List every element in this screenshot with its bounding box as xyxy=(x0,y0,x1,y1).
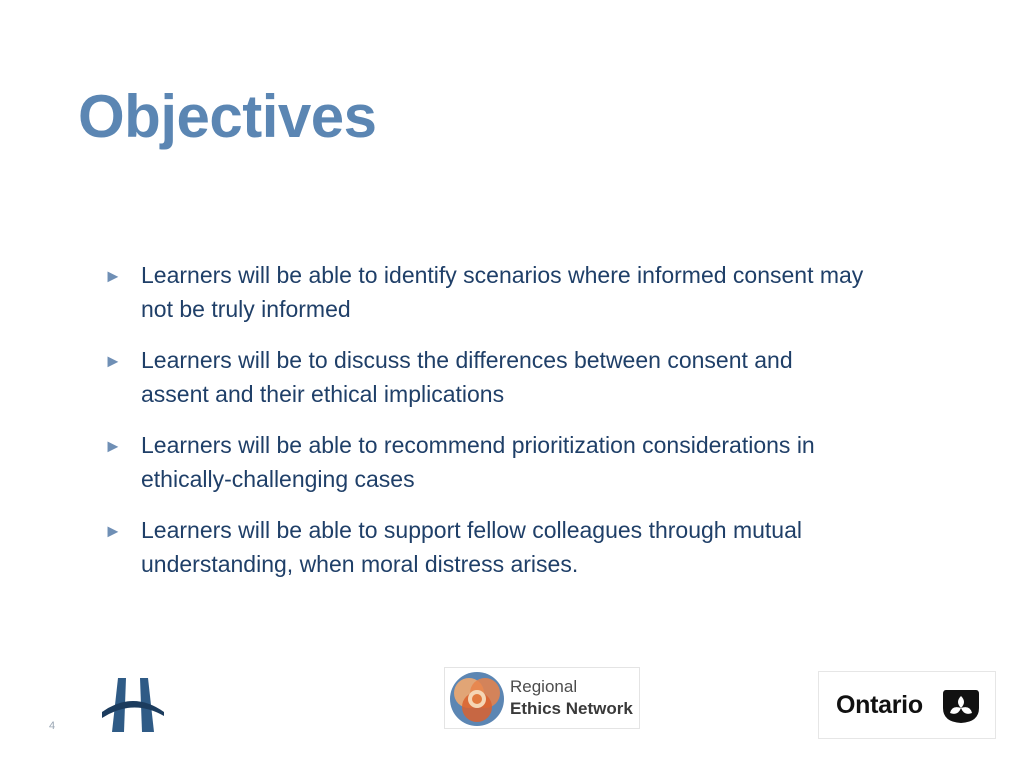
slide-title: Objectives xyxy=(78,83,377,150)
page-number: 4 xyxy=(49,720,56,732)
bullet-arrow-icon: ► xyxy=(104,521,122,541)
ontario-wordmark: Ontario xyxy=(836,691,923,719)
list-item xyxy=(104,343,964,411)
list-item xyxy=(104,513,964,581)
ren-circles-logo-icon xyxy=(447,670,507,728)
bullet-line: Learners will be to discuss the differences between consent and xyxy=(141,347,793,373)
ren-logo-line2: Ethics Network xyxy=(510,699,633,718)
bullet-line: assent and their ethical implications xyxy=(141,381,505,407)
objectives-list xyxy=(104,258,964,598)
bullet-line: Learners will be able to support fellow colleagues through mutual xyxy=(141,517,803,543)
ren-logo xyxy=(444,667,640,729)
ontario-logo xyxy=(818,671,996,739)
bullet-line: not be truly informed xyxy=(141,296,351,322)
bullet-arrow-icon: ► xyxy=(104,351,122,371)
list-item xyxy=(104,258,964,326)
bullet-text xyxy=(141,258,863,326)
ren-logo-line1: Regional xyxy=(510,677,578,696)
trillium-logo-icon xyxy=(942,688,980,724)
bullet-text xyxy=(141,513,802,581)
bullet-line: Learners will be able to recommend prioritization considerations in xyxy=(141,432,815,458)
h-bridge-logo-icon xyxy=(100,676,166,739)
list-item xyxy=(104,428,964,496)
bullet-line: understanding, when moral distress arises. xyxy=(141,551,579,577)
bullet-line: Learners will be able to identify scenarios where informed consent may xyxy=(141,262,864,288)
bullet-text xyxy=(141,428,815,496)
bullet-text xyxy=(141,343,793,411)
bullet-arrow-icon: ► xyxy=(104,266,122,286)
bullet-line: ethically-challenging cases xyxy=(141,466,415,492)
bullet-arrow-icon: ► xyxy=(104,436,122,456)
